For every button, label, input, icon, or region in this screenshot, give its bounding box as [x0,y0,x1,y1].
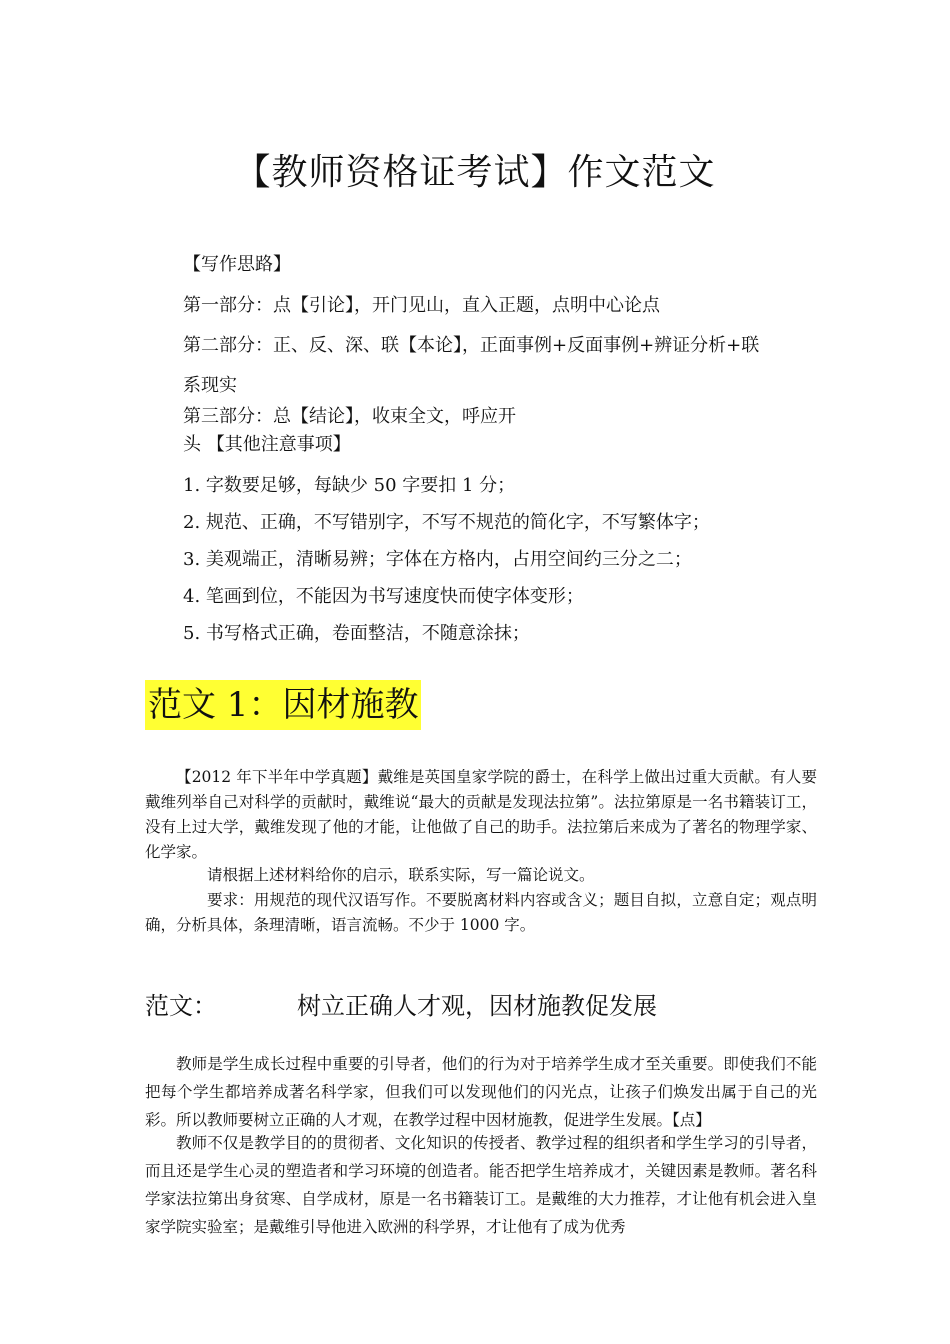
note-item-2: 2. 规范、正确，不写错别字，不写不规范的简化字，不写繁体字； [183,512,710,533]
essay-title-line [145,986,657,1026]
writing-ideas-part3-line2: 头 【其他注意事项】 [183,434,351,455]
writing-ideas-part2-line2: 系现实 [183,375,237,396]
requirement-paragraph: 要求：用规范的现代汉语写作。不要脱离材料内容或含义；题目自拟，立意自定；观点明确，分析具体，条理清晰，语言流畅。不少于 1000 字。 [145,891,817,934]
note-item-4: 4. 笔画到位，不能因为书写速度快而使字体变形； [183,586,584,607]
writing-ideas-heading: 【写作思路】 [183,254,291,275]
note-item-1: 1. 字数要足够，每缺少 50 字要扣 1 分； [183,475,516,496]
essay-label: 范文： [145,992,217,1020]
note-item-3: 3. 美观端正，清晰易辨；字体在方格内，占用空间约三分之二； [183,549,692,570]
section-heading-highlighted: 范文 1：因材施教 [145,680,421,730]
writing-ideas-part2-line1: 第二部分：正、反、深、联【本论】，正面事例+反面事例+辨证分析+联 [183,335,760,356]
page-title: 【教师资格证考试】作文范文 [234,152,716,193]
essay-paragraph-2: 教师不仅是教学目的的贯彻者、文化知识的传授者、教学过程的组织者和学生学习的引导者，而且还是学生心灵的塑造者和学习环境的创造者。能否把学生培养成才，关键因素是教师。著名科学家法拉第出身贫寒、自学成材，原是一名书籍装订工。是戴维的大力推荐，才让他有机会进入皇家学院实验室；是戴维引导他进入欧洲的科学界，才让他有了成为优秀 [145,1134,817,1236]
essay-title: 树立正确人才观，因材施教促发展 [297,992,657,1020]
writing-ideas-part3-line1: 第三部分：总【结论】，收束全文，呼应开 [183,406,516,427]
essay-paragraph-1: 教师是学生成长过程中重要的引导者，他们的行为对于培养学生成才至关重要。即使我们不能把每个学生都培养成著名科学家，但我们可以发现他们的闪光点，让孩子们焕发出属于自己的光彩。所以教师要树立正确的人才观，在教学过程中因材施教，促进学生发展。【点】 [145,1055,817,1129]
note-item-5: 5. 书写格式正确，卷面整洁，不随意涂抹； [183,623,530,644]
writing-ideas-part1: 第一部分：点【引论】，开门见山，直入正题，点明中心论点 [183,295,660,316]
material-paragraph: 【2012 年下半年中学真题】戴维是英国皇家学院的爵士，在科学上做出过重大贡献。有人要戴维列举自己对科学的贡献时，戴维说“最大的贡献是发现法拉第”。法拉第原是一名书籍装订工，没有上过大学，戴维发现了他的才能，让他做了自己的助手。法拉第后来成为了著名的物理学家、化学家。 [145,768,817,861]
prompt-paragraph: 请根据上述材料给你的启示，联系实际，写一篇论说文。 [207,866,595,884]
